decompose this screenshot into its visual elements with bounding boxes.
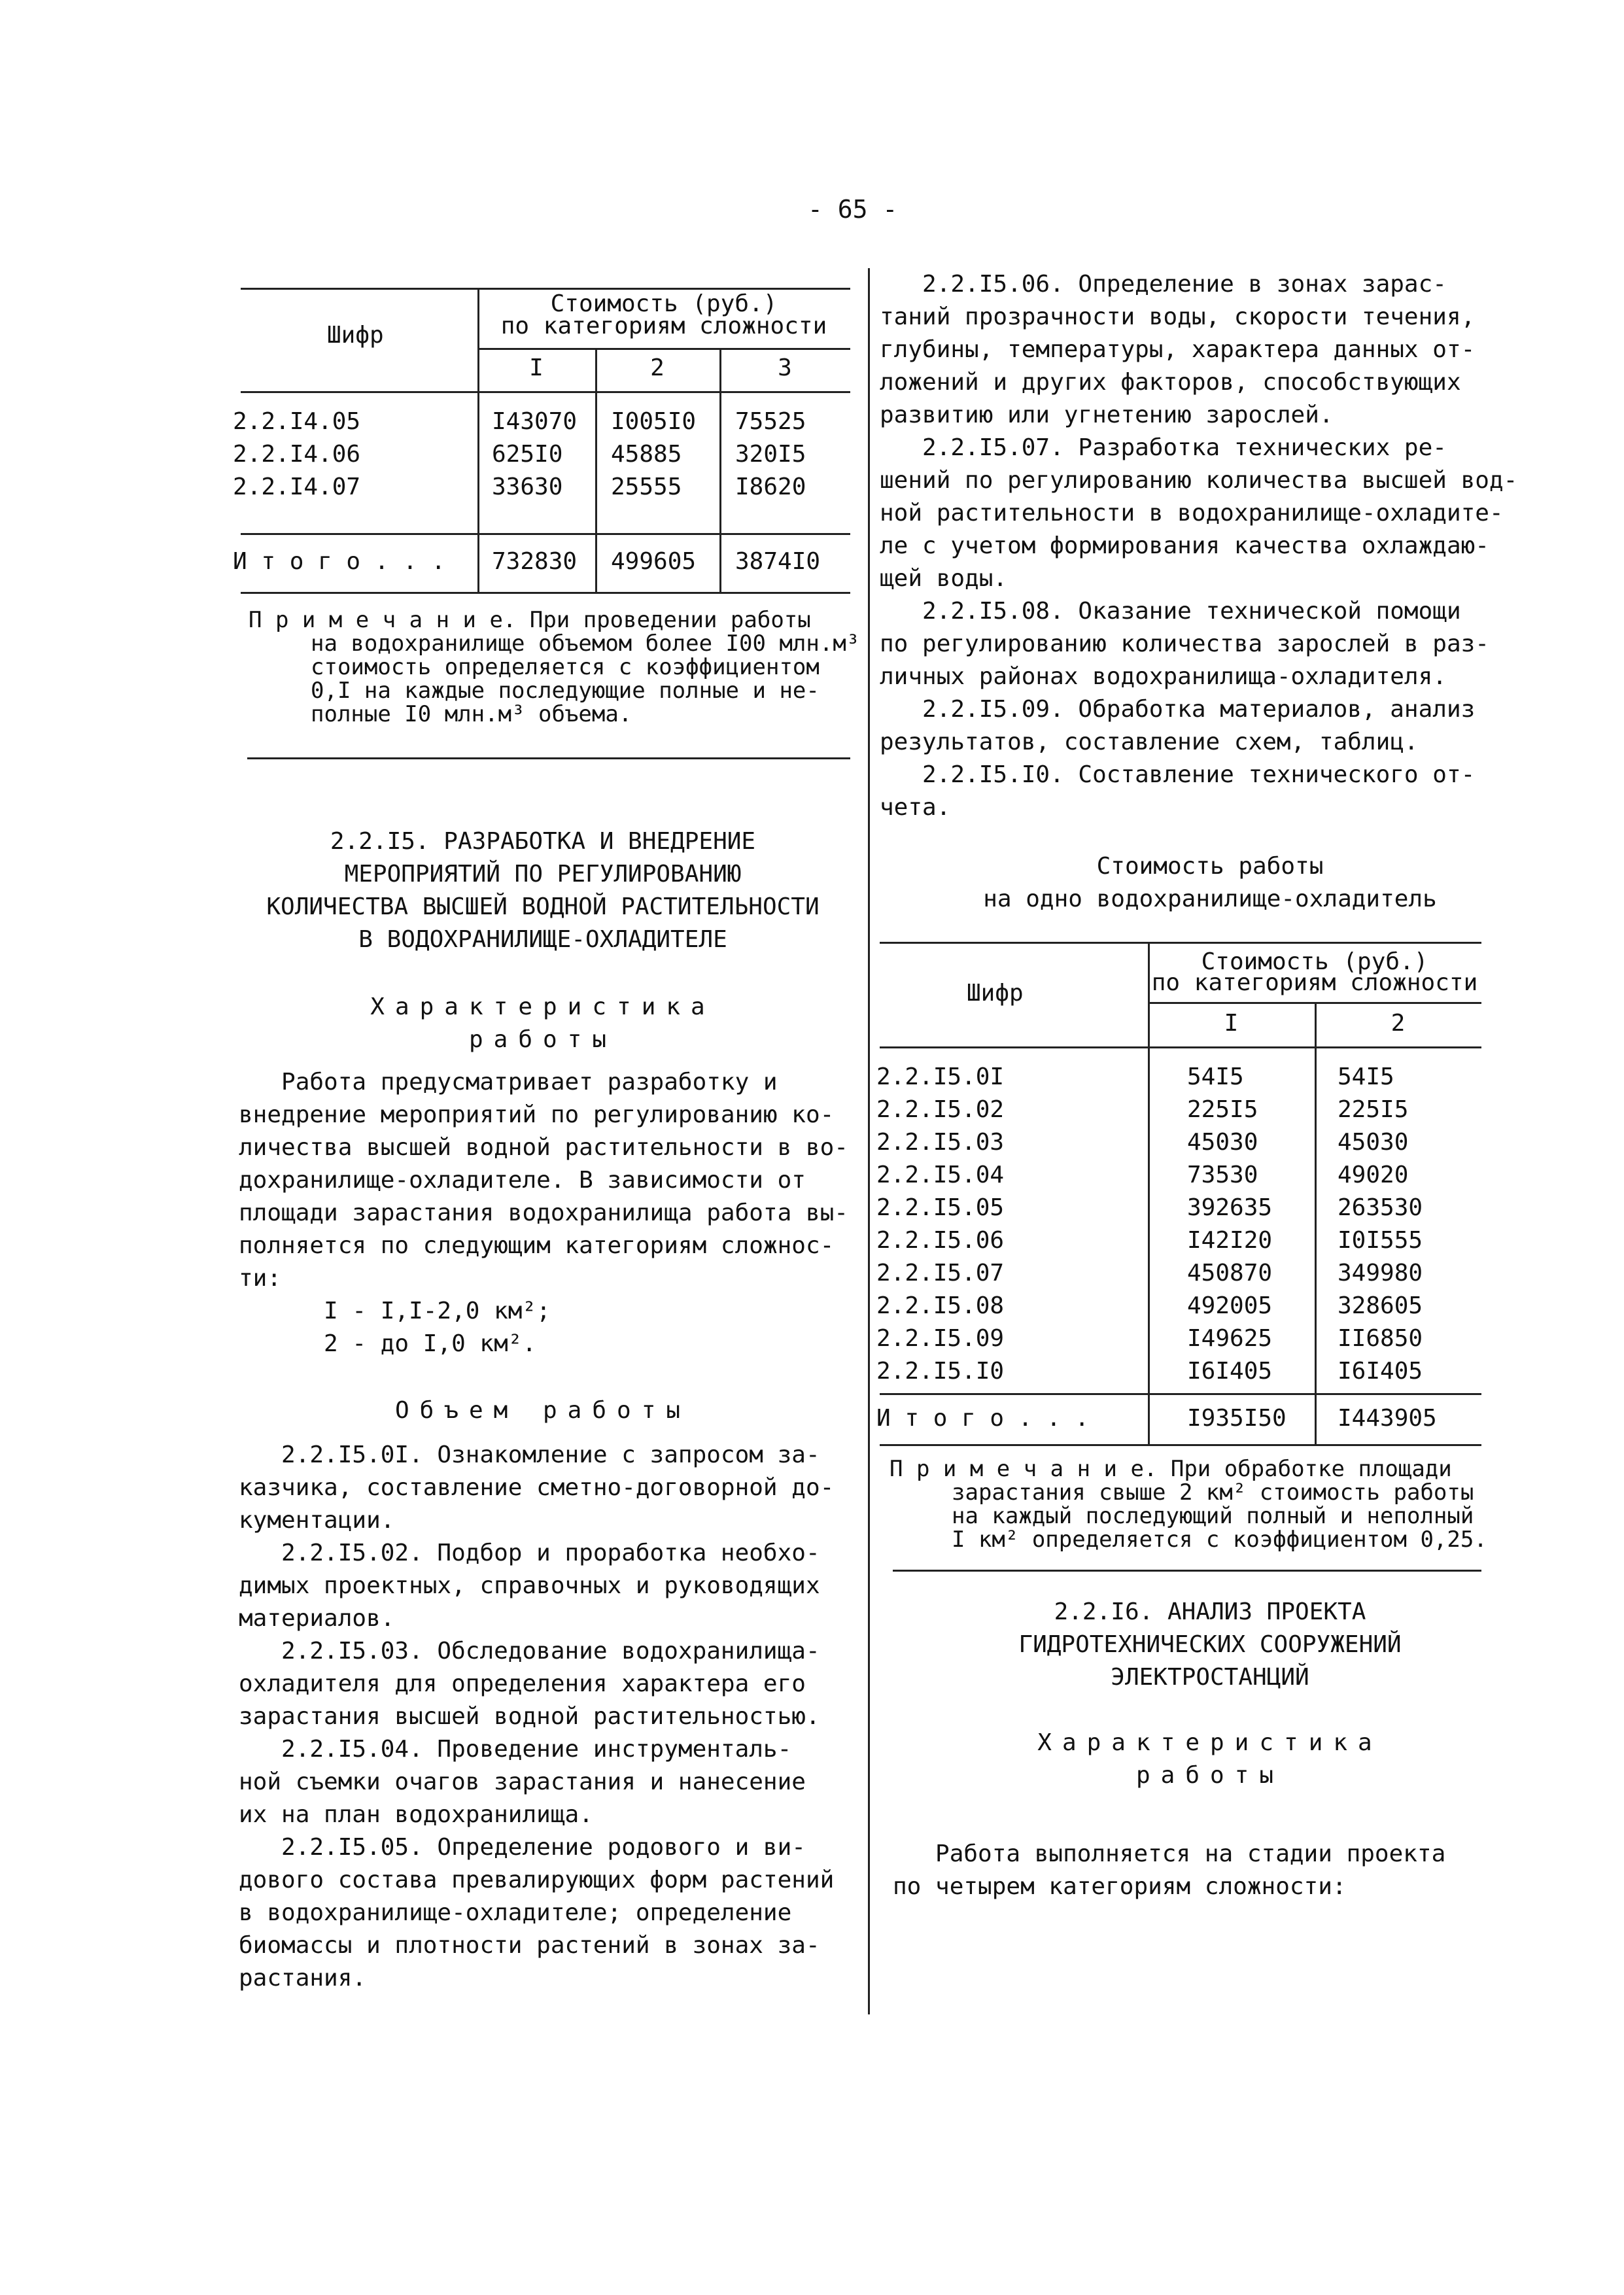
body-line: развитию или угнетению зарослей. (880, 402, 1334, 428)
subheading-work: работы (1135, 1762, 1285, 1789)
table-rule (1315, 1002, 1317, 1444)
body-line: ной растительности в водохранилище-охладите- (880, 500, 1504, 526)
row-cost-2: I6I405 (1338, 1358, 1423, 1385)
body-line: кументации. (239, 1507, 395, 1534)
row-cost-1: 33630 (492, 474, 563, 500)
subheading-characteristic: Характеристика (1037, 1729, 1383, 1756)
note-rule (247, 757, 850, 759)
subheading-volume: Объем работы (394, 1397, 691, 1424)
note-line: на водохранилище объемом более I00 млн.м³ (311, 630, 860, 657)
table2-header-code: Шифр (967, 980, 1024, 1007)
row-cost-2: I005I0 (611, 408, 697, 435)
row-cost-1: I42I20 (1187, 1227, 1273, 1254)
row-code: 2.2.I4.05 (233, 408, 361, 435)
category-line: 2 - до I,0 км². (324, 1330, 537, 1357)
subheading-characteristic: Характеристика (370, 993, 716, 1020)
row-code: 2.2.I5.08 (876, 1292, 1005, 1319)
body-line: чета. (880, 794, 951, 821)
table2-header-cost-2: по категориям сложности (1151, 969, 1478, 996)
note-line: I км² определяется с коэффициентом 0,25. (952, 1527, 1487, 1553)
row-cost-1: 625I0 (492, 441, 563, 468)
body-line: Работа предусматривает разработку и (239, 1069, 778, 1096)
body-line: растания. (239, 1965, 367, 1992)
table1-header-cost: Стоимость (руб.) (550, 290, 778, 317)
body-line: таний прозрачности воды, скорости течения, (880, 303, 1476, 330)
body-line: 2.2.I5.05. Определение родового и ви- (239, 1834, 806, 1861)
row-cost-1: 450870 (1187, 1260, 1273, 1286)
section-title: ЭЛЕКТРОСТАНЦИЙ (1111, 1664, 1309, 1691)
section-title: ГИДРОТЕХНИЧЕСКИХ СООРУЖЕНИЙ (1018, 1631, 1402, 1658)
table-rule (880, 1393, 1481, 1395)
total-cost-1: I935I50 (1187, 1405, 1287, 1432)
body-line: 2.2.I5.0I. Ознакомление с запросом за- (239, 1441, 820, 1468)
body-line: 2.2.I5.I0. Составление технического от- (880, 761, 1476, 788)
body-line: шений по регулированию количества высшей вод- (880, 467, 1518, 494)
body-line: дового состава превалирующих форм растений (239, 1867, 835, 1893)
note-line: П р и м е ч а н и е. При проведении работы (249, 607, 811, 633)
row-cost-2: 49020 (1338, 1162, 1409, 1188)
body-line: казчика, составление сметно-договорной до- (239, 1474, 835, 1501)
body-line: глубины, температуры, характера данных от- (880, 336, 1476, 363)
row-cost-2: 225I5 (1338, 1096, 1409, 1123)
body-line: ти: (239, 1265, 282, 1292)
body-line: ле с учетом формирования качества охлаждаю- (880, 532, 1489, 559)
row-cost-2: II6850 (1338, 1325, 1423, 1352)
row-cost-2: 54I5 (1338, 1063, 1394, 1090)
table-rule (880, 942, 1481, 944)
section-title: В ВОДОХРАНИЛИЩЕ-ОХЛАДИТЕЛЕ (358, 926, 727, 953)
row-cost-3: I8620 (735, 474, 806, 500)
row-cost-1: I43070 (492, 408, 578, 435)
row-code: 2.2.I4.07 (233, 474, 361, 500)
row-cost-2: 45030 (1338, 1129, 1409, 1156)
table-rule (241, 592, 850, 594)
row-cost-2: 45885 (611, 441, 682, 468)
section-title: МЕРОПРИЯТИЙ ПО РЕГУЛИРОВАНИЮ (344, 861, 742, 888)
row-code: 2.2.I5.04 (876, 1162, 1005, 1188)
row-code: 2.2.I5.0I (876, 1063, 1005, 1090)
cost-caption: на одно водохранилище-охладитель (983, 886, 1437, 912)
body-line: результатов, составление схем, таблиц. (880, 729, 1419, 755)
page-number: - 65 - (808, 195, 898, 224)
row-cost-1: 73530 (1187, 1162, 1258, 1188)
table1-cat-1: I (529, 354, 544, 381)
category-line: I - I,I-2,0 км²; (324, 1298, 551, 1324)
row-code: 2.2.I5.02 (876, 1096, 1005, 1123)
note-line: на каждый последующий полный и неполный (952, 1503, 1474, 1529)
note-line: зарастания свыше 2 км² стоимость работы (952, 1479, 1474, 1506)
row-cost-3: 75525 (735, 408, 806, 435)
body-line: щей воды. (880, 565, 1008, 592)
cost-caption: Стоимость работы (1096, 853, 1324, 880)
table1-header-cost-2: по категориям сложности (500, 313, 827, 339)
row-cost-1: 392635 (1187, 1194, 1273, 1221)
row-cost-1: I6I405 (1187, 1358, 1273, 1385)
body-line: ложений и других факторов, способствующих (880, 369, 1461, 396)
body-line: площади зарастания водохранилища работа вы- (239, 1199, 848, 1226)
table2-cat-1: I (1224, 1010, 1239, 1037)
total-cost-3: 3874I0 (735, 548, 821, 575)
note-line: П р и м е ч а н и е. При обработке площади (890, 1456, 1452, 1482)
row-code: 2.2.I5.06 (876, 1227, 1005, 1254)
body-line: личных районах водохранилища-охладителя. (880, 663, 1447, 690)
body-line: 2.2.I5.06. Определение в зонах зарас- (880, 271, 1447, 298)
body-line: 2.2.I5.03. Обследование водохранилища- (239, 1638, 820, 1665)
table2-header-cost: Стоимость (руб.) (1201, 948, 1428, 975)
body-line: Работа выполняется на стадии проекта (893, 1840, 1446, 1867)
body-line: биомассы и плотности растений в зонах за- (239, 1932, 820, 1959)
note-line: 0,I на каждые последующие полные и не- (311, 678, 820, 704)
row-code: 2.2.I5.09 (876, 1325, 1005, 1352)
body-line: полняется по следующим категориям сложнос- (239, 1232, 835, 1259)
row-cost-2: 25555 (611, 474, 682, 500)
body-line: дохранилище-охладителе. В зависимости от (239, 1167, 806, 1194)
body-line: личества высшей водной растительности в во- (239, 1134, 848, 1161)
body-line: димых проектных, справочных и руководящих (239, 1572, 820, 1599)
column-divider (868, 268, 870, 2014)
row-cost-1: 45030 (1187, 1129, 1258, 1156)
table-rule (880, 1046, 1481, 1048)
row-cost-1: 225I5 (1187, 1096, 1258, 1123)
row-code: 2.2.I5.07 (876, 1260, 1005, 1286)
row-cost-1: 54I5 (1187, 1063, 1244, 1090)
body-line: ной съемки очагов зарастания и нанесение (239, 1769, 806, 1795)
total-cost-2: 499605 (611, 548, 697, 575)
table1-cat-3: 3 (778, 354, 792, 381)
table1-header-code: Шифр (327, 322, 384, 349)
table-rule (241, 391, 850, 393)
row-code: 2.2.I5.03 (876, 1129, 1005, 1156)
table1-cat-2: 2 (650, 354, 665, 381)
table-rule (477, 348, 850, 350)
table2-cat-2: 2 (1391, 1010, 1406, 1037)
section-title: 2.2.I5. РАЗРАБОТКА И ВНЕДРЕНИЕ (330, 828, 756, 855)
body-line: 2.2.I5.09. Обработка материалов, анализ (880, 696, 1476, 723)
note-rule (893, 1570, 1481, 1572)
row-cost-1: 492005 (1187, 1292, 1273, 1319)
total-label: И т о г о . . . (233, 548, 446, 575)
row-cost-2: 349980 (1338, 1260, 1423, 1286)
table-rule (241, 533, 850, 535)
body-line: по четырем категориям сложности: (893, 1873, 1347, 1900)
row-cost-2: 328605 (1338, 1292, 1423, 1319)
body-line: 2.2.I5.08. Оказание технической помощи (880, 598, 1461, 625)
total-cost-1: 732830 (492, 548, 578, 575)
body-line: 2.2.I5.04. Проведение инструменталь- (239, 1736, 792, 1763)
row-cost-2: I0I555 (1338, 1227, 1423, 1254)
body-line: по регулированию количества зарослей в раз- (880, 630, 1489, 657)
body-line: материалов. (239, 1605, 395, 1632)
row-code: 2.2.I4.06 (233, 441, 361, 468)
section-title: КОЛИЧЕСТВА ВЫСШЕЙ ВОДНОЙ РАСТИТЕЛЬНОСТИ (266, 893, 820, 920)
body-line: зарастания высшей водной растительностью. (239, 1703, 820, 1730)
body-line: охладителя для определения характера его (239, 1670, 806, 1697)
row-cost-1: I49625 (1187, 1325, 1273, 1352)
row-code: 2.2.I5.05 (876, 1194, 1005, 1221)
row-cost-2: 263530 (1338, 1194, 1423, 1221)
row-code: 2.2.I5.I0 (876, 1358, 1005, 1385)
body-line: 2.2.I5.02. Подбор и проработка необхо- (239, 1540, 820, 1566)
body-line: их на план водохранилища. (239, 1801, 593, 1828)
total-cost-2: I443905 (1338, 1405, 1437, 1432)
total-label: И т о г о . . . (876, 1405, 1090, 1432)
body-line: 2.2.I5.07. Разработка технических ре- (880, 434, 1447, 461)
row-cost-3: 320I5 (735, 441, 806, 468)
body-line: в водохранилище-охладителе; определение (239, 1899, 792, 1926)
table-rule (880, 1444, 1481, 1446)
subheading-work: работы (468, 1026, 617, 1053)
body-line: внедрение мероприятий по регулированию ко- (239, 1101, 835, 1128)
note-line: стоимость определяется с коэффициентом (311, 654, 820, 680)
note-line: полные I0 млн.м³ объема. (311, 701, 632, 727)
section-title: 2.2.I6. АНАЛИЗ ПРОЕКТА (1054, 1598, 1366, 1625)
